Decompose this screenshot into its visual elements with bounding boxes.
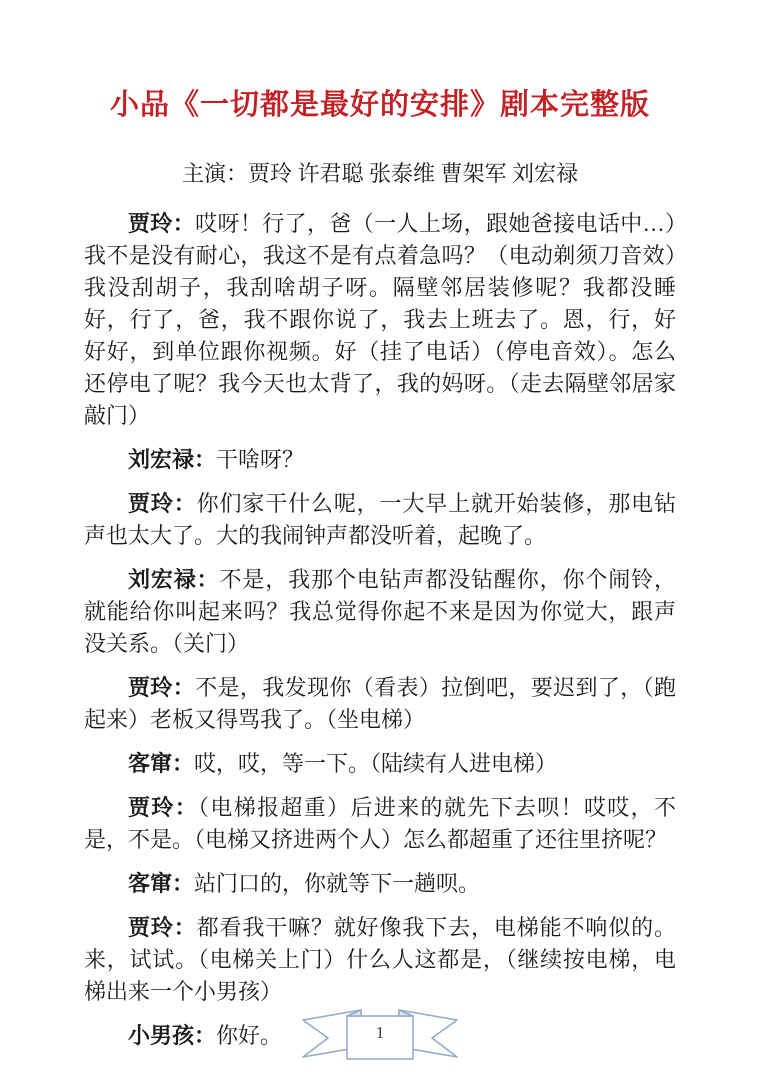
page-number-ribbon [295,1003,465,1067]
speaker-name: 贾玲： [128,915,197,940]
page-number: 1 [375,1023,385,1042]
speaker-name: 贾玲： [128,795,199,820]
dialogue-paragraph [84,564,676,660]
dialogue-text: 干啥呀？ [216,447,305,472]
dialogue-text: 你们家干什么呢，一大早上就开始装修，那电钻声也太大了。大的我闹钟声都没听着，起晚了。 [84,491,676,548]
speaker-name: 贾玲： [128,675,196,700]
speaker-name: 贾玲： [128,491,197,516]
dialogue-paragraph [84,208,676,432]
dialogue-text: 你好。 [216,1023,283,1048]
dialogue-text: 不是，我发现你（看表）拉倒吧，要迟到了，（跑起来）老板又得骂我了。（坐电梯） [84,675,676,732]
speaker-name: 贾玲： [128,211,196,236]
dialogue-paragraph [84,748,676,780]
dialogue-text: 站门口的，你就等下一趟呗。 [194,871,481,896]
speaker-name: 刘宏禄： [128,447,217,472]
speaker-name: 客窜： [128,871,195,896]
page-footer [295,1003,465,1067]
dialogue-list [84,208,676,1052]
dialogue-text: 都看我干嘛？就好像我下去，电梯能不响似的。来，试试。（电梯关上门）什么人这都是，（继续按电梯，电梯出来一个小男孩） [84,915,676,1004]
cast-line: 主演：贾玲 许君聪 张泰维 曹架军 刘宏禄 [181,161,578,186]
speaker-name: 刘宏禄： [128,567,220,592]
dialogue-paragraph [84,868,676,900]
dialogue-text: （电梯报超重）后进来的就先下去呗！哎哎，不是，不是。（电梯又挤进两个人）怎么都超重了还往里挤呢？ [84,795,676,852]
dialogue-text: 哎呀！行了，爸（一人上场，跟她爸接电话中…）我不是没有耐心，我这不是有点着急吗？（电动剃须刀音效）我没刮胡子，我刮啥胡子呀。隔壁邻居装修呢？我都没睡好，行了，爸，我不跟你说了，我去上班去了。恩，行，好好好，到单位跟你视频。好（挂了电话）（停电音效）。怎么还停电了呢？我今天也太背了，我的妈呀。（走去隔壁邻居家敲门） [84,211,676,428]
speaker-name: 客窜： [128,751,195,776]
speaker-name: 小男孩： [128,1023,217,1048]
dialogue-text: 哎，哎，等一下。（陆续有人进电梯） [194,751,558,776]
dialogue-paragraph [84,444,676,476]
dialogue-paragraph [84,488,676,552]
dialogue-text: 不是，我那个电钻声都没钻醒你，你个闹铃，就能给你叫起来吗？我总觉得你起不来是因为你觉大，跟声没关系。（关门） [84,567,676,656]
dialogue-paragraph [84,792,676,856]
page-title: 小品《一切都是最好的安排》剧本完整版 [109,89,650,121]
dialogue-paragraph [84,912,676,1008]
dialogue-paragraph [84,672,676,736]
